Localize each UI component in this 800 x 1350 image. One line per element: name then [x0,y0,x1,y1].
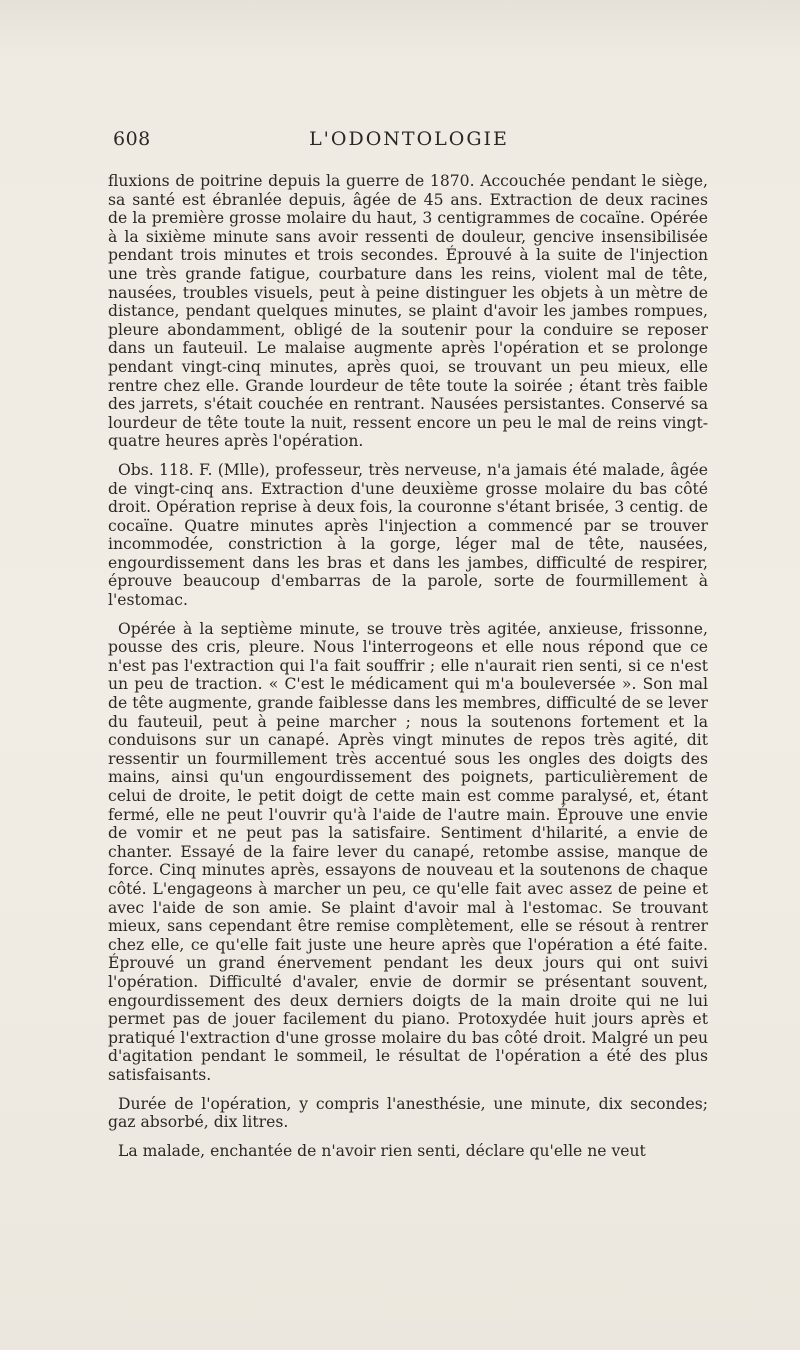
running-title: L'ODONTOLOGIE [309,128,509,150]
paragraph-closing: La malade, enchantée de n'avoir rien senti, déclare qu'elle ne veut [118,1141,646,1160]
paragraph-continuation: fluxions de poitrine depuis la guerre de 1870. Accouchée pendant le siège, sa santé est ébranlée depuis, âgée de 45 ans. Extraction de deux racines de la première grosse molaire du haut, 3 centigrammes de cocaïne. Opérée à la sixième minute sans avoir ressenti de douleur, gencive insensibilisée pendant trois minutes et trois secondes. Éprouvé à la suite de l'injection une très grande fatigue, courbature dans les reins, violent mal de tête, nausées, troubles visuels, peut à peine distinguer les objets à un mètre de distance, pendant quelques minutes, se plaint d'avoir les jambes rompues, pleure abondamment, obligé de la soutenir pour la conduire se reposer dans un fauteuil. Le malaise augmente après l'opération et se prolonge pendant vingt-cinq minutes, après quoi, se trouvant un peu mieux, elle rentre chez elle. Grande lourdeur de tête toute la soirée ; étant très faible des jarrets, s'était couchée en rentrant. Nausées persistantes. Conservé sa lourdeur de tête toute la nuit, ressent encore un peu le mal de reins vingt-quatre heures après l'opération. [108,172,708,451]
page-number: 608 [113,128,151,150]
page-header [113,128,705,158]
body-text [108,172,708,1160]
paragraph-obs-118: Obs. 118. F. (Mlle), professeur, très nerveuse, n'a jamais été malade, âgée de vingt-cinq ans. Extraction d'une deuxième grosse molaire du bas côté droit. Opération reprise à deux fois, la couronne s'étant brisée, 3 centig. de cocaïne. Quatre minutes après l'injection a commencé par se trouver incommodée, constriction à la gorge, léger mal de tête, nausées, engourdissement dans les bras et dans les jambes, difficulté de respirer, éprouve beaucoup d'embarras de la parole, sorte de fourmillement à l'estomac. [108,460,708,610]
paragraph-duration: Durée de l'opération, y compris l'anesthésie, une minute, dix secondes; gaz absorbé, dix litres. [108,1094,708,1132]
paragraph-operation: Opérée à la septième minute, se trouve très agitée, anxieuse, frissonne, pousse des cris, pleure. Nous l'interrogeons et elle nous répond que ce n'est pas l'extraction qui l'a fait souffrir ; elle n'aurait rien senti, si ce n'est un peu de traction. « C'est le médicament qui m'a bouleversée ». Son mal de tête augmente, grande faiblesse dans les membres, difficulté de se lever du fauteuil, peut à peine marcher ; nous la soutenons fortement et la conduisons sur un canapé. Après vingt minutes de repos très agité, dit ressentir un fourmillement très accentué sous les ongles des doigts des mains, ainsi qu'un engourdissement des poignets, particulièrement de celui de droite, le petit doigt de cette main est comme paralysé, et, étant fermé, elle ne peut l'ouvrir qu'à l'aide de l'autre main. Éprouve une envie de vomir et ne peut pas la satisfaire. Sentiment d'hilarité, a envie de chanter. Essayé de la faire lever du canapé, retombe assise, manque de force. Cinq minutes après, essayons de nouveau et la soutenons de chaque côté. L'engageons à marcher un peu, ce qu'elle fait avec assez de peine et avec l'aide de son amie. Se plaint d'avoir mal à l'estomac. Se trouvant mieux, sans cependant être remise complètement, elle se résout à rentrer chez elle, ce qu'elle fait juste une heure après que l'opération a été faite. Éprouvé un grand énervement pendant les deux jours qui ont suivi l'opération. Difficulté d'avaler, envie de dormir se présentant souvent, engourdissement des deux derniers doigts de la main droite qui ne lui permet pas de jouer facilement du piano. Protoxydée huit jours après et pratiqué l'extraction d'une grosse molaire du bas côté droit. Malgré un peu d'agitation pendant le sommeil, le résultat de l'opération a été des plus satisfaisants. [108,619,708,1084]
